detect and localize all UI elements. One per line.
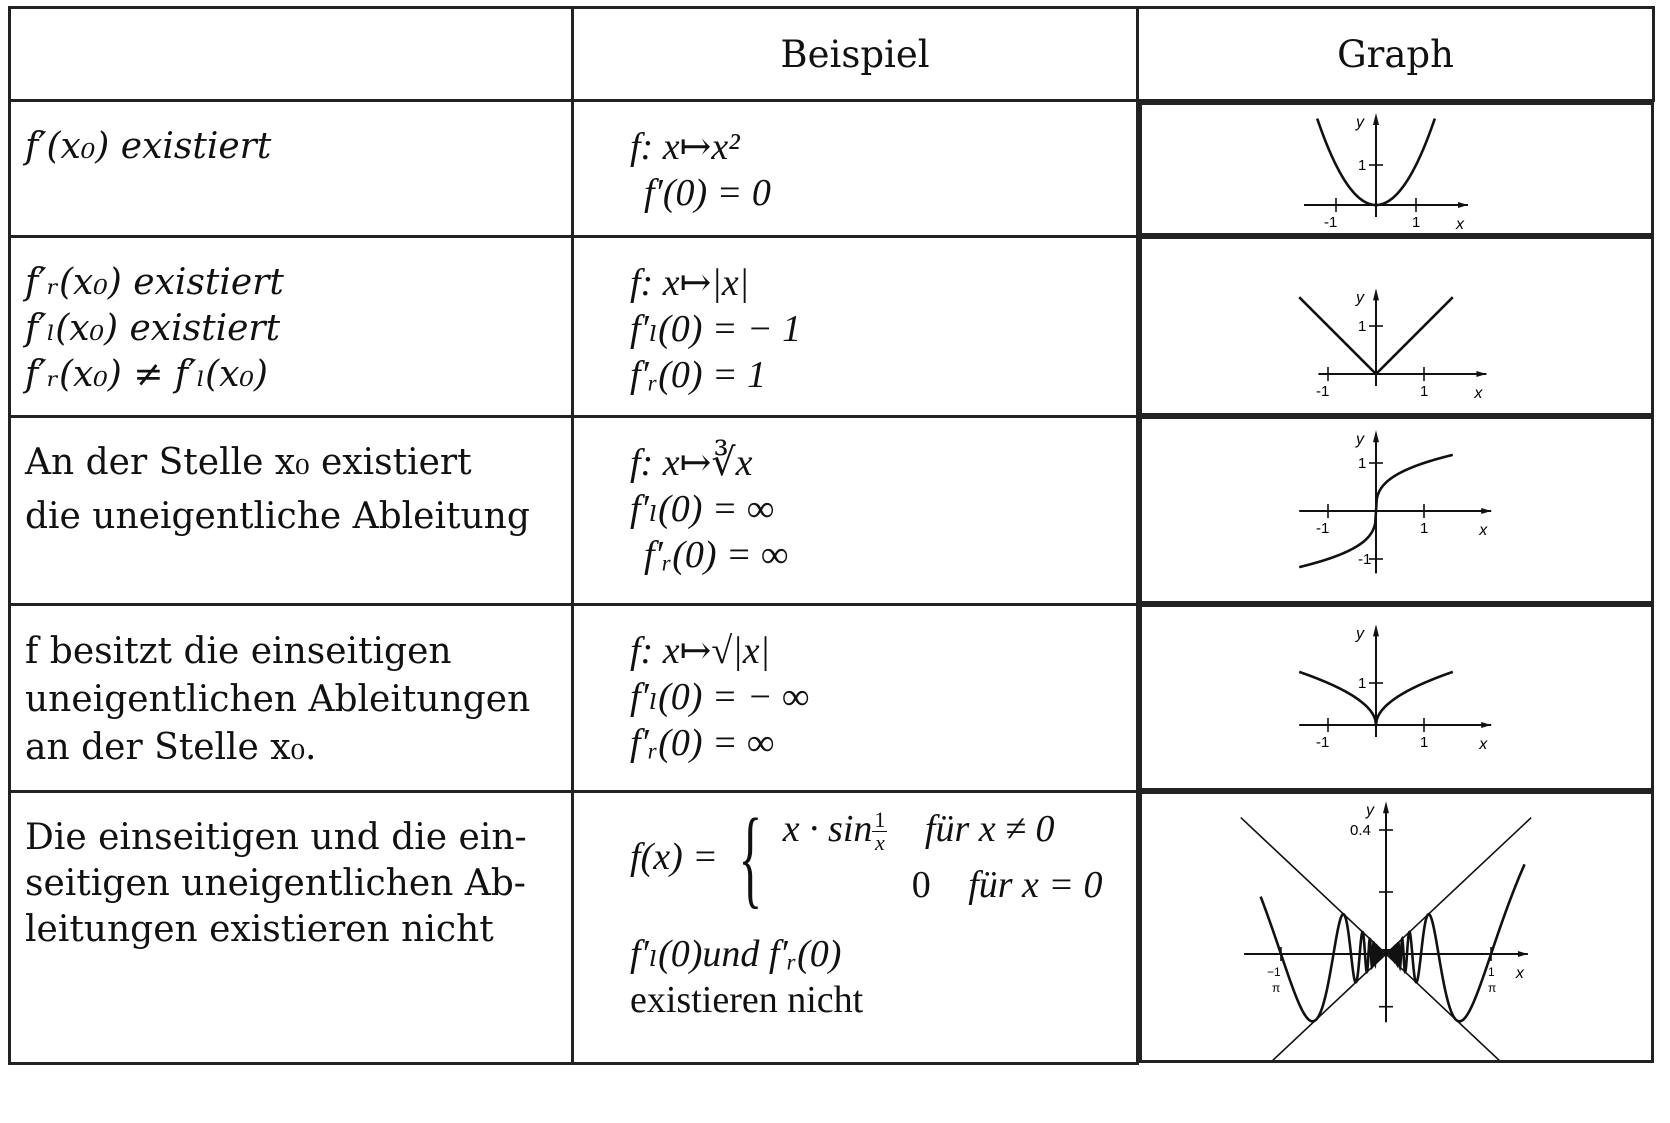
y-tick-label: 1 (1358, 157, 1367, 174)
condition-cell (11, 238, 571, 398)
case-expr: 0 (911, 863, 931, 906)
condition-line: f′ᵣ(x₀) existiert (25, 261, 284, 303)
example-line: f: x↦x² (630, 126, 740, 168)
x-tick-label: −1 (1267, 965, 1281, 979)
example-line: f′ᵣ(0) = ∞ (630, 721, 775, 764)
y-axis-label: y (1356, 625, 1365, 643)
example-cell (574, 606, 1136, 766)
x-axis-arrow (1481, 722, 1491, 728)
graph-sqrt-abs (1286, 607, 1506, 788)
case-cond: für x = 0 (968, 863, 1103, 906)
x-tick-label: -1 (1316, 734, 1330, 751)
table-row (10, 791, 1654, 1063)
y-tick-label: 1 (1358, 455, 1367, 472)
case-expr: x · sin (782, 807, 873, 850)
x-axis-label: x (1474, 385, 1483, 402)
x-axis-label: x (1516, 965, 1525, 982)
table-row (10, 416, 1654, 604)
y-tick-label: 1 (1358, 318, 1367, 335)
table-row (10, 236, 1654, 416)
x-tick-label: -1 (1324, 214, 1338, 231)
header-beispiel: Beispiel (573, 8, 1138, 101)
example-line: f: x↦√|x| (630, 629, 771, 672)
y-tick-label: 0.4 (1350, 822, 1372, 839)
condition-line: f′ₗ(x₀) existiert (25, 307, 281, 349)
fraction-den: x (875, 830, 885, 856)
condition-line: die uneigentliche Ableitung (25, 495, 530, 537)
x-axis-arrow (1518, 951, 1528, 957)
y-axis-label: y (1356, 431, 1365, 449)
header-row (10, 8, 1654, 101)
condition-cell (11, 793, 571, 953)
fraction (872, 809, 887, 854)
y-axis-arrow (1373, 430, 1379, 442)
x-tick-label: 1 (1412, 214, 1421, 231)
case-cond: für x ≠ 0 (924, 807, 1055, 850)
example-line: f: x↦∛x (630, 441, 753, 484)
x-tick-label: π (1488, 981, 1497, 995)
y-axis-arrow (1373, 113, 1379, 125)
header-graph: Graph (1138, 8, 1654, 101)
condition-line: uneigentlichen Ableitungen (25, 678, 531, 720)
y-axis-arrow (1383, 801, 1389, 813)
condition-line: f′(x₀) existiert (25, 126, 272, 167)
comparison-table (8, 6, 1655, 1065)
condition-line: f′ᵣ(x₀) ≠ f′ₗ(x₀) (25, 353, 268, 395)
example-line: f′(0) = 0 (644, 172, 771, 214)
table-row (10, 604, 1654, 791)
y-tick-label: -1 (1358, 551, 1372, 568)
example-line: f′ₗ(0) = − ∞ (630, 675, 810, 718)
example-line: f′ᵣ(0) = 1 (630, 353, 767, 396)
example-cell (574, 102, 1136, 216)
fraction-num: 1 (874, 807, 886, 833)
piecewise-definition (630, 795, 1136, 918)
function-curve (1261, 864, 1525, 1021)
x-tick-label: 1 (1420, 520, 1429, 537)
condition-line: an der Stelle x₀. (25, 726, 317, 768)
table-row (10, 101, 1654, 237)
x-axis-arrow (1477, 371, 1487, 377)
x-tick-label: -1 (1316, 520, 1330, 537)
y-axis-label: y (1356, 114, 1365, 131)
condition-line: Die einseitigen und die ein- (25, 816, 527, 858)
piecewise-lhs: f(x) = (630, 835, 718, 878)
x-tick-label: 1 (1420, 383, 1429, 400)
example-line: existieren nicht (630, 978, 864, 1021)
y-axis-label: y (1356, 289, 1365, 307)
example-line: f′ₗ(0) = ∞ (630, 487, 775, 530)
x-tick-label: π (1272, 981, 1281, 995)
x-axis-label: x (1456, 216, 1465, 233)
brace-symbol: { (738, 795, 763, 918)
condition-cell (11, 418, 571, 544)
example-line: f′ₗ(0)und f′ᵣ(0) (630, 932, 842, 975)
example-line: f′ₗ(0) = − 1 (630, 307, 802, 350)
condition-line: f besitzt die einseitigen (25, 630, 452, 672)
example-cell (574, 793, 1136, 1023)
condition-cell (11, 102, 571, 170)
x-tick-label: 1 (1488, 965, 1495, 979)
y-axis-arrow (1373, 624, 1379, 636)
x-axis-arrow (1481, 508, 1491, 514)
condition-cell (11, 606, 571, 772)
x-tick-label: -1 (1316, 383, 1330, 400)
graph-cube-root (1286, 419, 1506, 601)
condition-line: An der Stelle x₀ existiert (25, 441, 472, 483)
example-cell (574, 418, 1136, 578)
graph-x-squared (1286, 105, 1506, 233)
graph-x-sin-inv-x (1236, 794, 1556, 1060)
x-axis-arrow (1458, 202, 1468, 208)
y-tick-label: 1 (1358, 675, 1367, 692)
header-empty (10, 8, 573, 101)
example-cell (574, 238, 1136, 398)
condition-line: leitungen existieren nicht (25, 908, 494, 950)
x-axis-label: x (1479, 736, 1488, 753)
y-axis-label: y (1366, 802, 1375, 820)
piecewise-cases (783, 801, 1103, 913)
x-tick-label: 1 (1420, 734, 1429, 751)
y-axis-arrow (1373, 288, 1379, 300)
case-line (783, 857, 1103, 913)
condition-line: seitigen uneigentlichen Ab- (25, 862, 526, 904)
graph-abs-x (1286, 239, 1506, 413)
example-line: f′ᵣ(0) = ∞ (644, 533, 789, 576)
case-line (783, 801, 1103, 857)
example-line: f: x↦|x| (630, 261, 750, 304)
x-axis-label: x (1479, 522, 1488, 539)
